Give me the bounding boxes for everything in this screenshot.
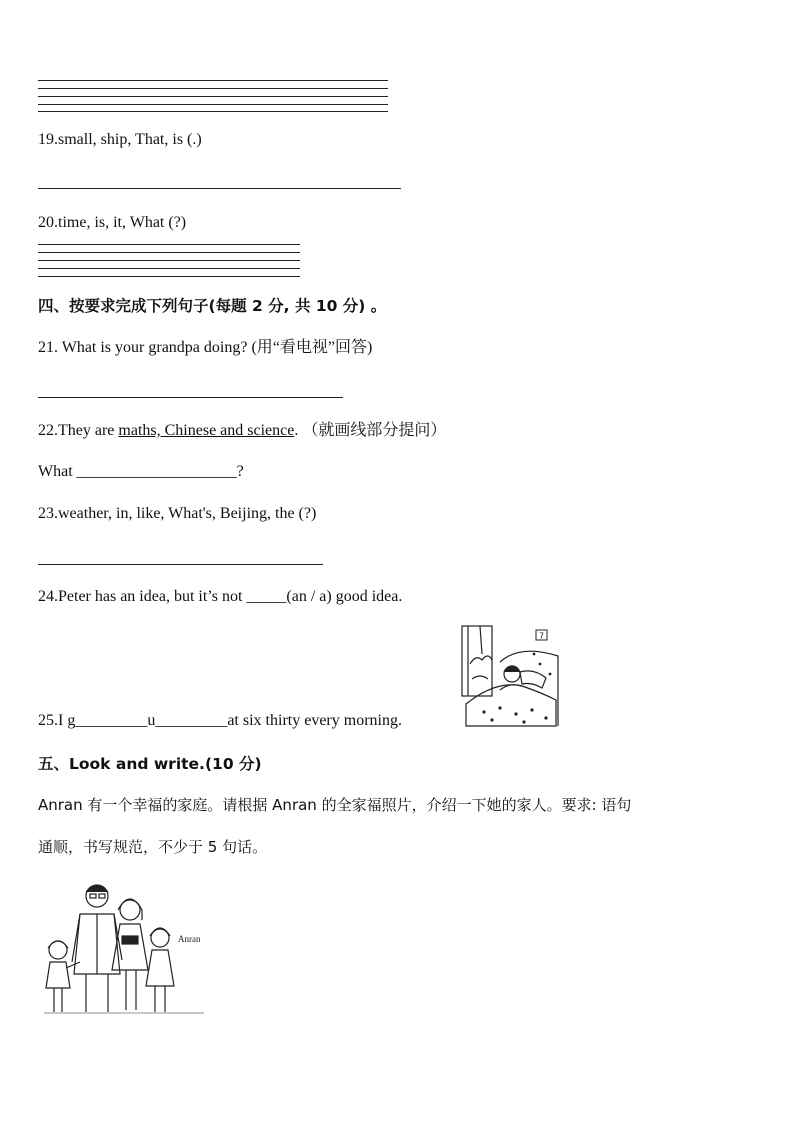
question-22-answer[interactable]: What ____________________? [38,463,244,480]
question-24: 24.Peter has an idea, but it’s not _____(an / a) good idea. [38,588,403,605]
question-20: 20.time, is, it, What (?) [38,214,187,231]
bedroom-illustration [460,624,560,728]
answer-line[interactable] [38,104,388,105]
section-5-instruction-line-2: 通顺，书写规范，不少于 5 句话。 [38,838,268,856]
answer-line[interactable] [38,244,300,245]
answer-line[interactable] [38,96,388,97]
answer-line[interactable] [38,88,388,89]
answer-line[interactable] [38,80,388,81]
answer-line[interactable] [38,276,300,277]
question-22-suffix: . （就画线部分提问） [294,422,447,439]
answer-line[interactable] [38,111,388,112]
answer-line-23[interactable] [38,564,323,565]
section-5-instruction-line-1: Anran 有一个幸福的家庭。请根据 Anran 的全家福照片，介绍一下她的家人。要求: 语句 [38,796,632,814]
answer-line[interactable] [38,260,300,261]
anran-label: Anran [178,934,201,944]
section-4-heading: 四、按要求完成下列句子(每题 2 分, 共 10 分) 。 [38,297,387,315]
question-25: 25.I g_________u_________at six thirty every morning. [38,712,402,729]
question-23: 23.weather, in, like, What's, Beijing, the (?) [38,505,317,522]
question-22-prefix: 22.They are [38,422,119,439]
question-22-underlined: maths, Chinese and science [118,422,295,439]
question-22 [38,421,446,441]
answer-line[interactable] [38,252,300,253]
answer-line-19[interactable] [38,188,401,189]
answer-line[interactable] [38,268,300,269]
clock-label: 7 [538,631,545,641]
family-illustration [40,880,215,1018]
section-5-heading: 五、Look and write.(10 分) [38,755,262,773]
question-21: 21. What is your grandpa doing? (用“看电视”回答) [38,339,373,356]
question-19: 19.small, ship, That, is (.) [38,131,202,148]
answer-line-21[interactable] [38,397,343,398]
